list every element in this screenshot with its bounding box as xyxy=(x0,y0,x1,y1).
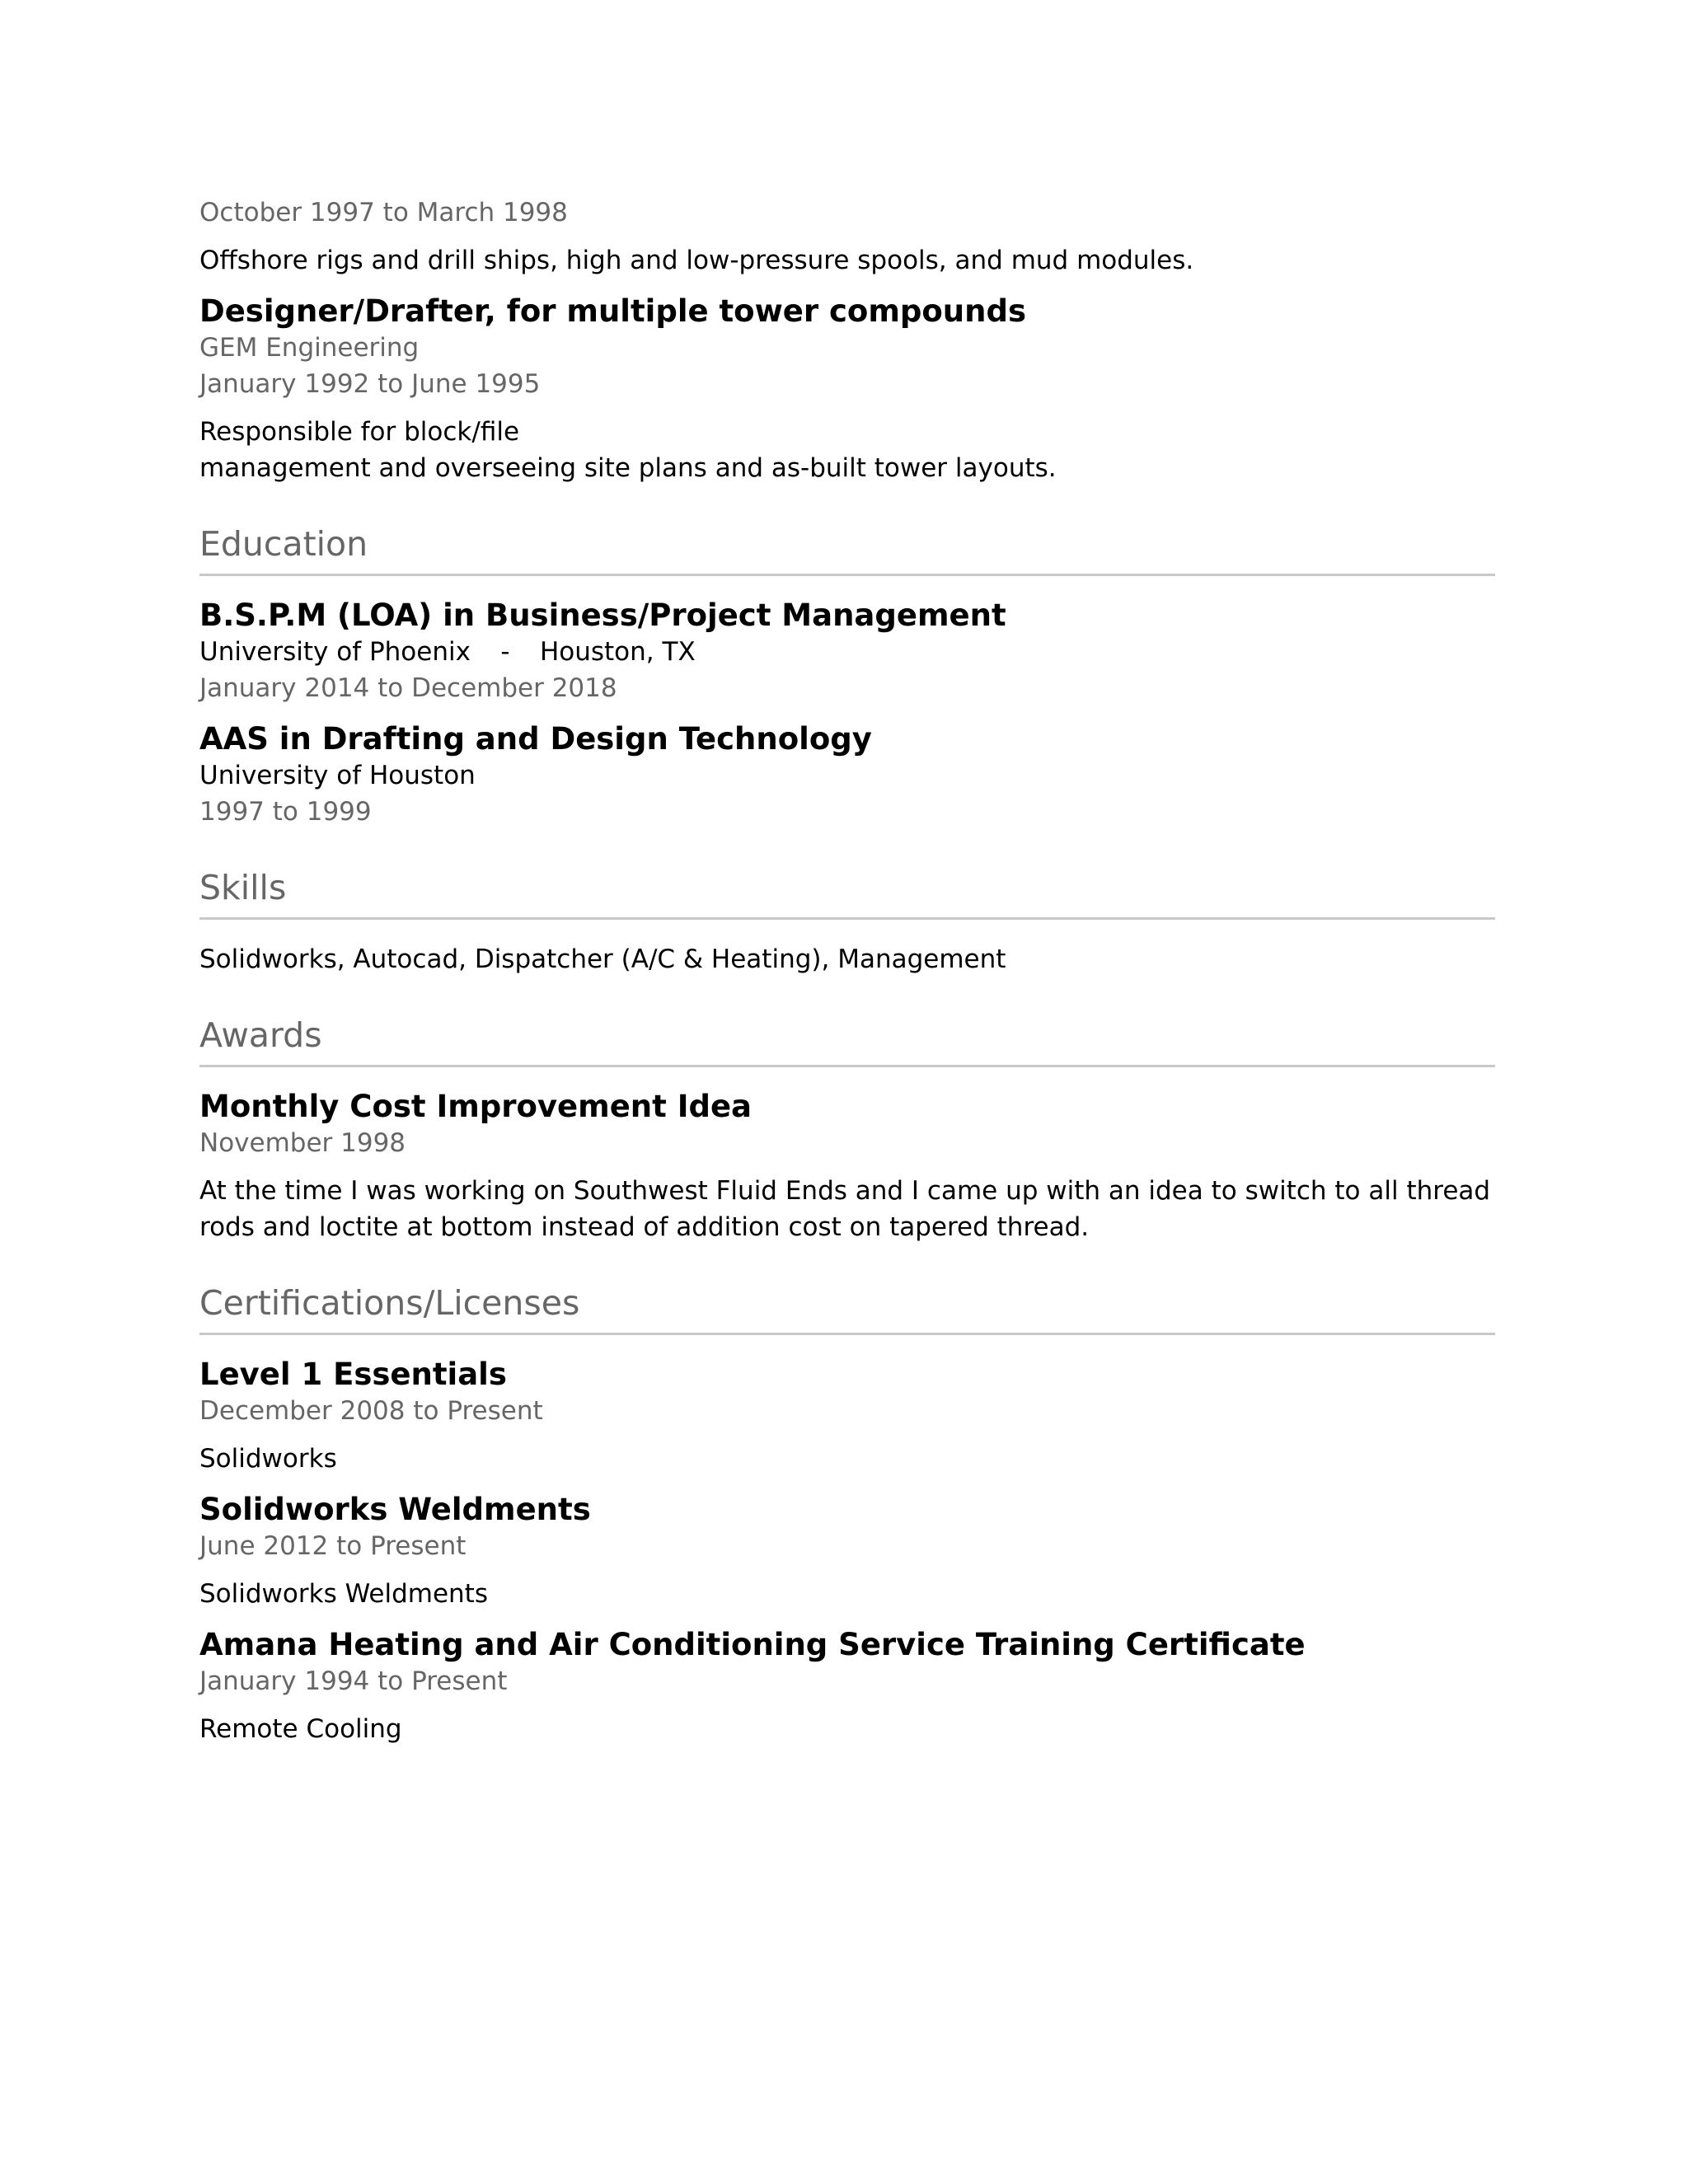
certification-item xyxy=(199,1357,1495,1477)
job-description: Offshore rigs and drill ships, high and low-pressure spools, and mud modules. xyxy=(199,246,1194,275)
awards-section xyxy=(199,1014,1495,1245)
award-description-line: At the time I was working on Southwest Fluid Ends and I came up with an idea to switch to all thread xyxy=(199,1176,1491,1206)
skills-list: Solidworks, Autocad, Dispatcher (A/C & Heating), Management xyxy=(199,944,1006,974)
section-heading-skills: Skills xyxy=(199,868,287,907)
certification-description: Solidworks xyxy=(199,1444,337,1474)
school-name: University of Phoenix xyxy=(199,637,471,667)
job-description-line: management and overseeing site plans and as-built tower layouts. xyxy=(199,453,1057,483)
resume-page xyxy=(199,194,1495,1747)
section-heading-certifications: Certifications/Licenses xyxy=(199,1283,580,1323)
education-dates: 1997 to 1999 xyxy=(199,797,372,827)
degree-title: B.S.P.M (LOA) in Business/Project Management xyxy=(199,598,1006,633)
job-dates: January 1992 to June 1995 xyxy=(199,369,541,399)
section-heading-awards: Awards xyxy=(199,1015,322,1055)
job-description-line: Responsible for block/file xyxy=(199,417,520,447)
certification-title: Level 1 Essentials xyxy=(199,1357,507,1392)
certification-title: Solidworks Weldments xyxy=(199,1492,591,1527)
school-line xyxy=(199,634,1495,670)
award-date: November 1998 xyxy=(199,1128,406,1158)
school-name: University of Houston xyxy=(199,761,476,790)
school-location: Houston, TX xyxy=(539,637,696,667)
job-company: GEM Engineering xyxy=(199,333,420,363)
certification-dates: December 2008 to Present xyxy=(199,1396,543,1426)
skills-section xyxy=(199,866,1495,977)
award-description-line: rods and loctite at bottom instead of addition cost on tapered thread. xyxy=(199,1212,1090,1242)
award-item xyxy=(199,1089,1495,1245)
education-item xyxy=(199,598,1495,706)
certification-item xyxy=(199,1492,1495,1612)
certifications-section xyxy=(199,1282,1495,1747)
certification-dates: June 2012 to Present xyxy=(199,1531,467,1561)
education-section xyxy=(199,523,1495,830)
certification-title: Amana Heating and Air Conditioning Service Training Certificate xyxy=(199,1627,1306,1662)
degree-title: AAS in Drafting and Design Technology xyxy=(199,721,872,757)
education-item xyxy=(199,721,1495,830)
certification-dates: January 1994 to Present xyxy=(199,1666,508,1696)
experience-continued xyxy=(199,194,1495,486)
section-heading-education: Education xyxy=(199,524,368,564)
job-title: Designer/Drafter, for multiple tower compounds xyxy=(199,293,1026,329)
education-dates: January 2014 to December 2018 xyxy=(199,673,617,703)
award-title: Monthly Cost Improvement Idea xyxy=(199,1089,753,1124)
certification-item xyxy=(199,1627,1495,1747)
certification-description: Remote Cooling xyxy=(199,1714,402,1744)
job-dates: October 1997 to March 1998 xyxy=(199,198,568,227)
school-separator: - xyxy=(500,637,510,667)
certification-description: Solidworks Weldments xyxy=(199,1579,488,1609)
